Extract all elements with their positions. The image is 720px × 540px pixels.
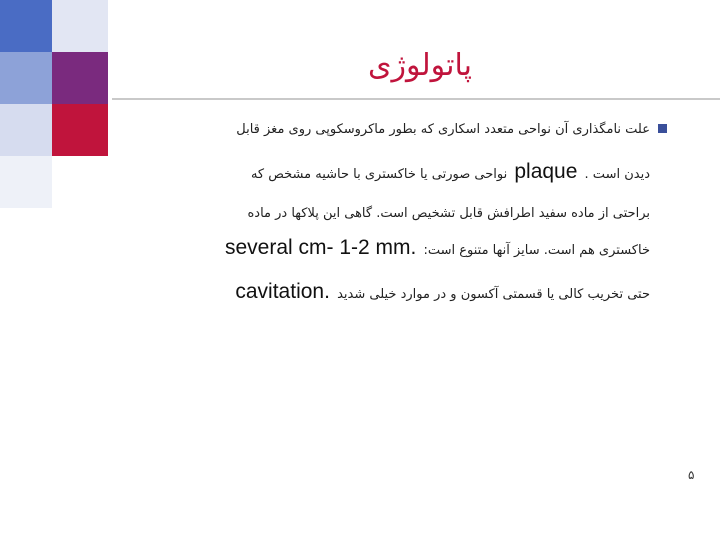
plaque-term: plaque bbox=[514, 160, 578, 183]
deco-square-blue-2 bbox=[0, 52, 52, 104]
cavitation-term: cavitation. bbox=[235, 280, 330, 303]
bullet-line-3 bbox=[247, 206, 650, 221]
deco-square-purple bbox=[52, 52, 108, 104]
deco-square-light-1 bbox=[52, 0, 108, 52]
line-4-text: خاکستری هم است. سایز آنها متنوع است: bbox=[423, 243, 650, 258]
bullet-square-icon bbox=[658, 124, 667, 133]
deco-square-red bbox=[52, 104, 108, 156]
page-number: ۵ bbox=[688, 468, 695, 482]
bullet-line-2 bbox=[251, 160, 650, 184]
slide-title: پاتولوژی bbox=[368, 48, 472, 83]
line-5-text: حتی تخریب کالی یا قسمتی آکسون و در موارد خیلی شدید bbox=[337, 287, 650, 302]
line-1-text: علت نامگذاری آن نواحی متعدد اسکاری که بطور ماکروسکوپی روی مغز قابل bbox=[236, 122, 650, 137]
bullet-line-4 bbox=[222, 236, 650, 260]
line-3-text: براحتی از ماده سفید اطرافش قابل تشخیص است. گاهی این پلاکها در ماده bbox=[247, 206, 650, 221]
deco-square-light-3 bbox=[0, 156, 52, 208]
bullet-line-1 bbox=[236, 122, 650, 137]
deco-square-blue-1 bbox=[0, 0, 52, 52]
line-2-text-b: نواحی صورتی یا خاکستری با حاشیه مشخص که bbox=[250, 167, 508, 182]
bullet-line-5 bbox=[232, 280, 650, 304]
title-divider bbox=[112, 98, 720, 100]
size-range-term: several cm- 1-2 mm. bbox=[224, 236, 417, 259]
deco-square-light-2 bbox=[0, 104, 52, 156]
line-2-text-a: دیدن است . bbox=[584, 167, 650, 182]
